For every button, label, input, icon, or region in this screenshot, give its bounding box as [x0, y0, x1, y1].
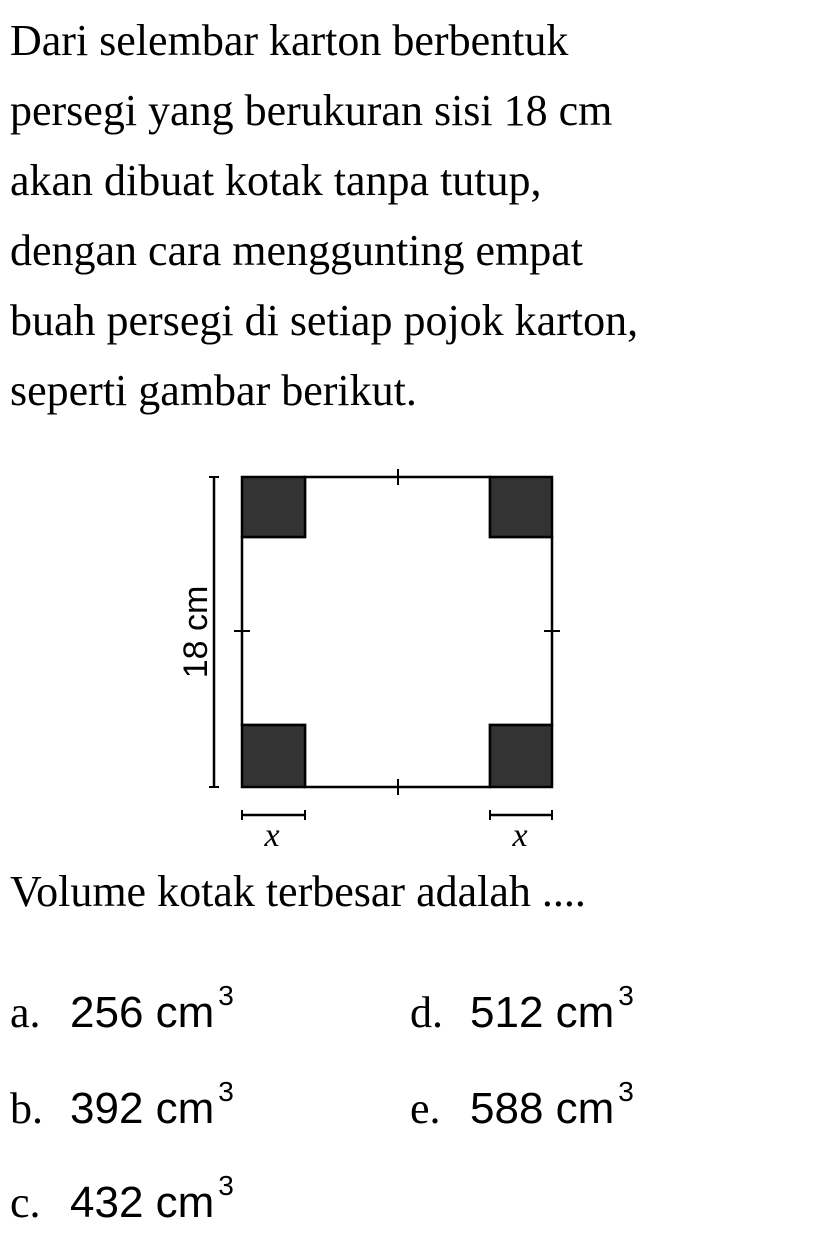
- question-text: [10, 6, 810, 426]
- option-b-value: 392 cm: [70, 1084, 215, 1133]
- cut-label-left: x: [264, 817, 280, 854]
- question-line-1: Dari selembar karton berbentuk: [10, 16, 569, 65]
- option-d-exponent: 3: [618, 980, 634, 1011]
- option-e-value: 588 cm: [470, 1084, 615, 1133]
- option-e-exponent: 3: [618, 1076, 634, 1107]
- option-d-letter: d.: [410, 988, 443, 1037]
- question-line-4: dengan cara menggunting empat: [10, 226, 584, 275]
- question-line-6: seperti gambar berikut.: [10, 366, 417, 415]
- box-net-outline: [242, 477, 552, 787]
- corner-square-bottom-right: [490, 725, 552, 787]
- question-prompt: Volume kotak terbesar adalah ....: [10, 867, 586, 916]
- option-c-exponent: 3: [218, 1170, 234, 1201]
- question-line-2: persegi yang berukuran sisi 18 cm: [10, 86, 613, 135]
- option-e[interactable]: [410, 1062, 634, 1139]
- question-line-5: buah persegi di setiap pojok karton,: [10, 296, 639, 345]
- corner-square-bottom-left: [242, 725, 305, 787]
- option-b-letter: b.: [10, 1084, 43, 1133]
- option-a-value: 256 cm: [70, 988, 215, 1037]
- option-a[interactable]: [10, 966, 234, 1043]
- option-b[interactable]: [10, 1062, 234, 1139]
- option-c[interactable]: [10, 1156, 234, 1233]
- question-line-3: akan dibuat kotak tanpa tutup,: [10, 156, 542, 205]
- corner-square-top-left: [242, 477, 305, 537]
- corner-square-top-right: [490, 477, 552, 537]
- option-e-letter: e.: [410, 1084, 441, 1133]
- option-b-exponent: 3: [218, 1076, 234, 1107]
- option-c-value: 432 cm: [70, 1178, 215, 1227]
- option-a-exponent: 3: [218, 980, 234, 1011]
- option-c-letter: c.: [10, 1178, 41, 1227]
- option-a-letter: a.: [10, 988, 41, 1037]
- side-dimension-label: 18 cm: [177, 585, 215, 679]
- option-d[interactable]: [410, 966, 634, 1043]
- option-d-value: 512 cm: [470, 988, 615, 1037]
- cut-label-right: x: [512, 817, 528, 854]
